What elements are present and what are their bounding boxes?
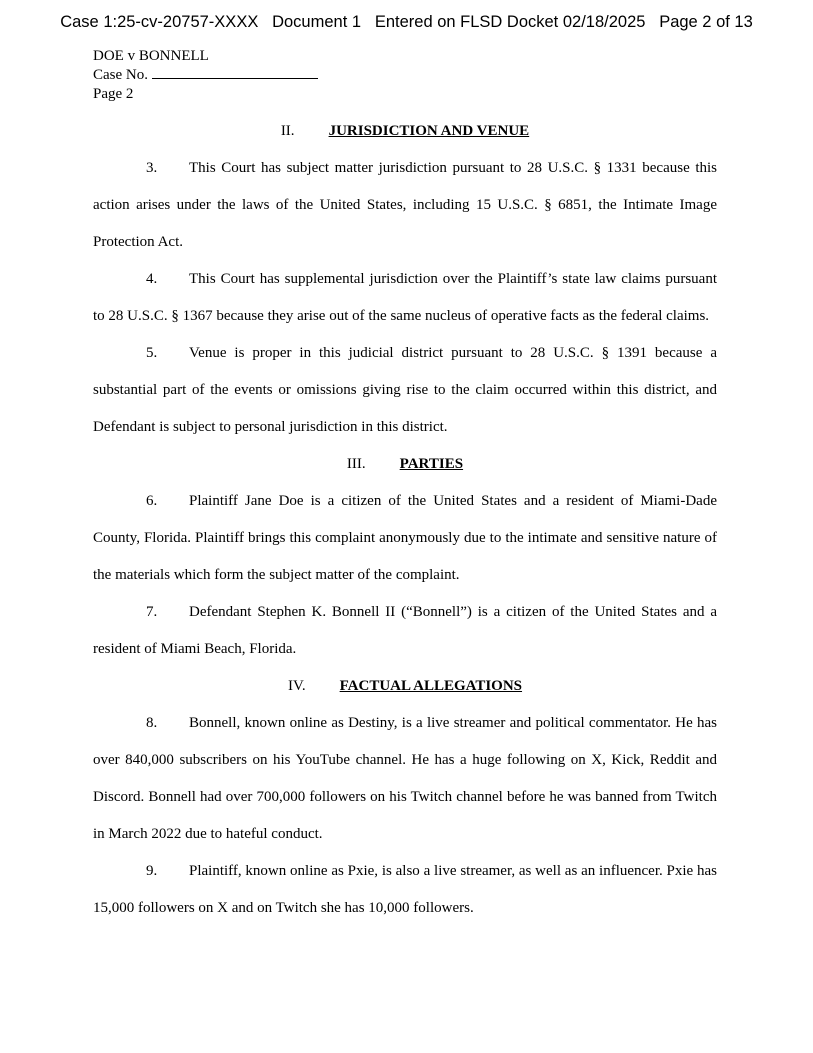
paragraph-text: Plaintiff Jane Doe is a citizen of the United States and a resident of Miami-Dade County, Florida. Plaintiff brings this complaint anonymously due to the intimate and sensitive nature of the materials which form the subject matter of the complaint. [93,493,717,583]
section-title: JURISDICTION AND VENUE [328,123,530,139]
paragraph-text: This Court has supplemental jurisdiction over the Plaintiff’s state law claims pursuant to 28 U.S.C. § 1367 because they arise out of the same nucleus of operative facts as the federal claims. [93,271,717,324]
section-heading-parties [93,446,717,483]
caption-case-no [93,66,318,85]
paragraph-6 [93,483,717,594]
paragraph-number: 6. [146,493,158,509]
caption-page: Page 2 [93,86,134,102]
paragraph-number: 9. [146,863,158,879]
docket-document-number: Document 1 [272,13,362,31]
paragraph-text: Plaintiff, known online as Pxie, is also a live streamer, as well as an influencer. Pxie has 15,000 followers on X and on Twitch she has 10,000 followers. [93,863,717,916]
caption-case-style: DOE v BONNELL [93,48,209,64]
paragraph-text: Defendant Stephen K. Bonnell II (“Bonnell”) is a citizen of the United States and a resident of Miami Beach, Florida. [93,604,717,657]
section-heading-jurisdiction [93,113,717,150]
section-title: FACTUAL ALLEGATIONS [339,678,523,694]
paragraph-number: 4. [146,271,158,287]
paragraph-3 [93,150,717,261]
paragraph-number: 8. [146,715,158,731]
docket-entered: Entered on FLSD Docket 02/18/2025 [374,13,646,31]
paragraph-7 [93,594,717,668]
docket-header [0,13,813,32]
paragraph-number: 7. [146,604,158,620]
paragraph-9 [93,853,717,927]
paragraph-5 [93,335,717,446]
paragraph-number: 3. [146,160,158,176]
case-no-label: Case No. [93,67,148,83]
docket-case-number: Case 1:25-cv-20757-XXXX [60,13,259,31]
paragraph-text: Venue is proper in this judicial district pursuant to 28 U.S.C. § 1391 because a substantial part of the events or omissions giving rise to the claim occurred within this district, and Defendant is subject to personal jurisdiction in this district. [93,345,717,435]
section-number: III. [346,456,366,472]
paragraph-text: Bonnell, known online as Destiny, is a live streamer and political commentator. He has over 840,000 subscribers on his YouTube channel. He has a huge following on X, Kick, Reddit and Discord. Bonnell had over 700,000 followers on his Twitch channel before he was banned from Twitch in March 2022 due to hateful conduct. [93,715,717,842]
case-no-blank-line [152,67,318,79]
section-number: IV. [287,678,306,694]
section-heading-factual-allegations [93,668,717,705]
case-caption [93,47,318,104]
paragraph-text: This Court has subject matter jurisdiction pursuant to 28 U.S.C. § 1331 because this action arises under the laws of the United States, including 15 U.S.C. § 6851, the Intimate Image Protection Act. [93,160,717,250]
document-body [93,113,717,927]
docket-page-number: Page 2 of 13 [659,13,753,31]
paragraph-number: 5. [146,345,158,361]
section-title: PARTIES [399,456,464,472]
paragraph-8 [93,705,717,853]
section-number: II. [280,123,295,139]
paragraph-4 [93,261,717,335]
